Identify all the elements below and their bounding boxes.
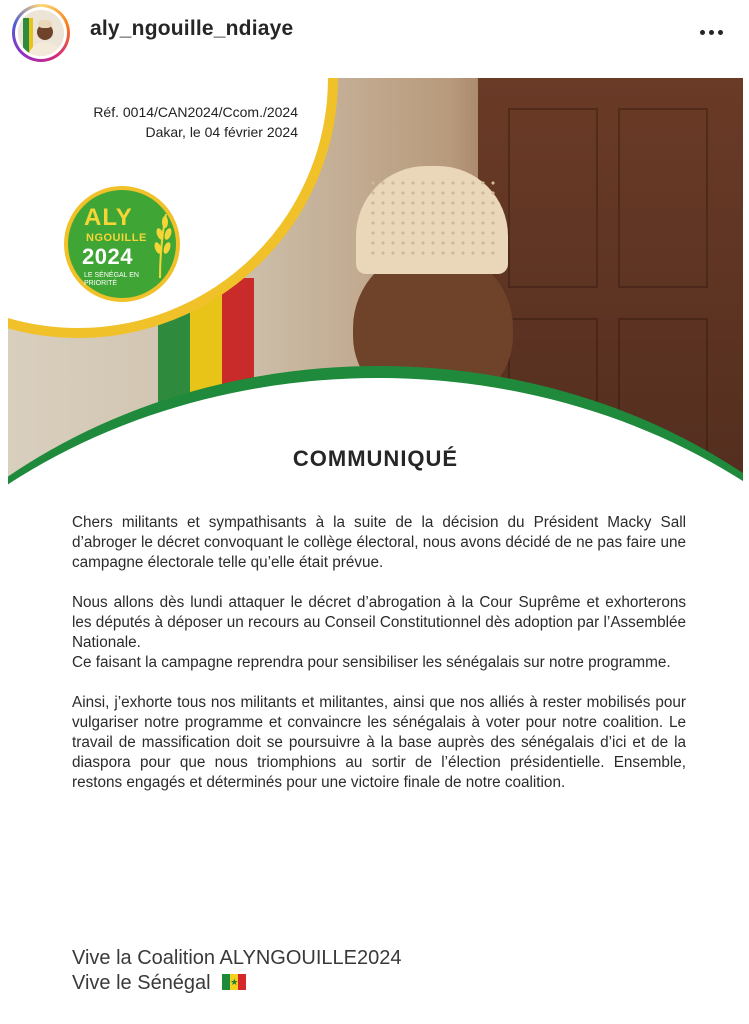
logo-surname: NGOUILLE (86, 232, 147, 244)
avatar[interactable] (12, 4, 70, 62)
logo-year: 2024 (82, 244, 133, 269)
avatar-photo (18, 10, 64, 56)
closing-line-1: Vive la Coalition ALYNGOUILLE2024 (72, 947, 402, 969)
paragraph-4: Ainsi, j’exhorte tous nos militants et militantes, ainsi que nos alliés à rester mobilisés pour vulgariser notre programme et convaincre les sénégalais à voter pour notre coalition. Le travail de massification doit se poursuivre à la base auprès des sénégalais d’ici et de la diaspora pour que nous triomphions au sortir de l’élection présidentielle. Ensemble, restons engagés et déterminés pour une victoire finale de notre coalition. (72, 694, 686, 791)
username[interactable]: aly_ngouille_ndiaye (90, 17, 294, 40)
post-image (8, 78, 743, 1024)
avatar-border (15, 7, 67, 59)
reference-date: Dakar, le 04 février 2024 (145, 124, 298, 140)
man-cap (356, 166, 508, 274)
communique-title: COMMUNIQUÉ (292, 446, 459, 471)
paragraph-1: Chers militants et sympathisants à la suite de la décision du Président Macky Sall d’abroger le décret convoquant le collège électoral, nous avons décidé de ne pas faire une campagne électorale telle qu’elle était prévue. (72, 514, 686, 571)
wheat-icon (146, 210, 174, 280)
logo-badge (64, 186, 180, 302)
logo-tagline: LE SÉNÉGAL EN PRIORITÉ (84, 272, 139, 287)
closing-line-2 (72, 971, 686, 996)
reference-block (48, 102, 298, 142)
avatar-figure-icon (18, 10, 64, 56)
reference-number: Réf. 0014/CAN2024/Ccom./2024 (93, 104, 298, 120)
more-options-icon[interactable] (695, 22, 727, 42)
communique-body (72, 513, 686, 813)
paragraph-2: Nous allons dès lundi attaquer le décret d’abrogation à la Cour Suprême et exhorterons les députés à déposer un recours au Conseil Constitutionnel dès adoption par l’Assemblée Nationale. (72, 594, 686, 651)
post-header (0, 0, 749, 70)
logo-name: ALY (84, 204, 133, 231)
closing-line-2-text: Vive le Sénégal (72, 972, 211, 994)
campaign-logo (56, 178, 188, 310)
closing-block (72, 946, 686, 996)
paragraph-3: Ce faisant la campagne reprendra pour sensibiliser les sénégalais sur notre programme. (72, 654, 671, 671)
senegal-flag-icon: ★ (222, 974, 246, 990)
